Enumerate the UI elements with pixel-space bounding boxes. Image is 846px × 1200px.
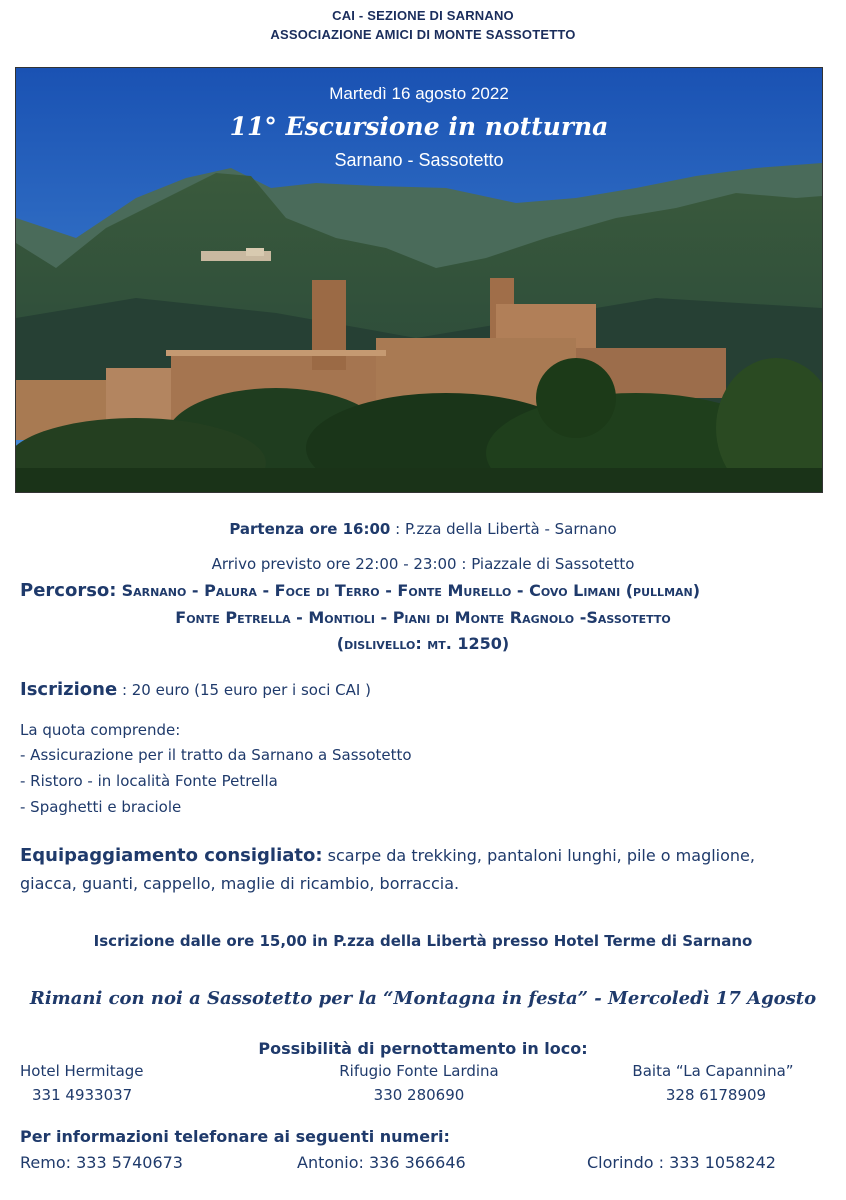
lodging-phone: 328 6178909 [665,1086,767,1104]
lodging-title: Possibilità di pernottamento in loco: [258,1039,588,1058]
registration-label: Iscrizione [20,679,118,700]
departure-line [0,520,846,538]
departure-value: : P.zza della Libertà - Sarnano [390,520,617,538]
lodging-name: Baita “La Capannina” [632,1062,794,1080]
contact-phone: Remo: 333 5740673 [20,1153,183,1172]
lodging-name: Hotel Hermitage [20,1062,144,1080]
contact-phone: Antonio: 336 366646 [297,1153,466,1172]
equipment-line-1 [20,845,755,866]
equipment-items-1: scarpe da trekking, pantaloni lunghi, pile o maglione, [322,846,755,865]
route-label: Percorso: [20,580,117,601]
quota-intro: La quota comprende: [20,721,181,739]
event-title: 11° Escursione in notturna [229,112,609,141]
lodging-phone: 331 4933037 [32,1086,133,1104]
registration-value: : 20 euro (15 euro per i soci CAI ) [117,681,371,699]
event-subtitle: Sarnano - Sassotetto [334,150,504,170]
route-line-2: Fonte Petrella - Montioli - Piani di Monte Ragnolo -Sassotetto [175,608,671,627]
lodging-name: Rifugio Fonte Lardina [339,1062,499,1080]
registration-time: Iscrizione dalle ore 15,00 in P.zza della Libertà presso Hotel Terme di Sarnano [93,932,753,950]
festa-announcement: Rimani con noi a Sassotetto per la “Montagna in festa” - Mercoledì 17 Agosto [29,988,817,1009]
header-line-1: CAI - SEZIONE DI SARNANO [332,8,514,23]
quota-item: - Spaghetti e braciole [20,798,182,816]
contact-phone: Clorindo : 333 1058242 [587,1153,776,1172]
quota-item: - Assicurazione per il tratto da Sarnano a Sassotetto [20,746,412,764]
event-date: Martedì 16 agosto 2022 [329,84,509,103]
route-line-1 [20,580,700,601]
route-stops-1: Sarnano - Palura - Foce di Terro - Fonte Murello - Covo Limani (pullman) [121,581,701,600]
route-elevation: (dislivello: mt. 1250) [336,634,510,653]
landscape-photo [15,67,823,493]
departure-label: Partenza ore 16:00 [229,520,391,538]
arrival-line: Arrivo previsto ore 22:00 - 23:00 : Piazzale di Sassotetto [211,555,635,573]
info-title: Per informazioni telefonare ai seguenti numeri: [20,1127,450,1146]
equipment-items-2: giacca, guanti, cappello, maglie di ricambio, borraccia. [20,874,460,893]
registration-line [20,679,371,700]
lodging-phone: 330 280690 [373,1086,465,1104]
quota-item: - Ristoro - in località Fonte Petrella [20,772,278,790]
header-line-2: ASSOCIAZIONE AMICI DI MONTE SASSOTETTO [270,27,576,42]
equipment-label: Equipaggiamento consigliato: [20,845,323,866]
